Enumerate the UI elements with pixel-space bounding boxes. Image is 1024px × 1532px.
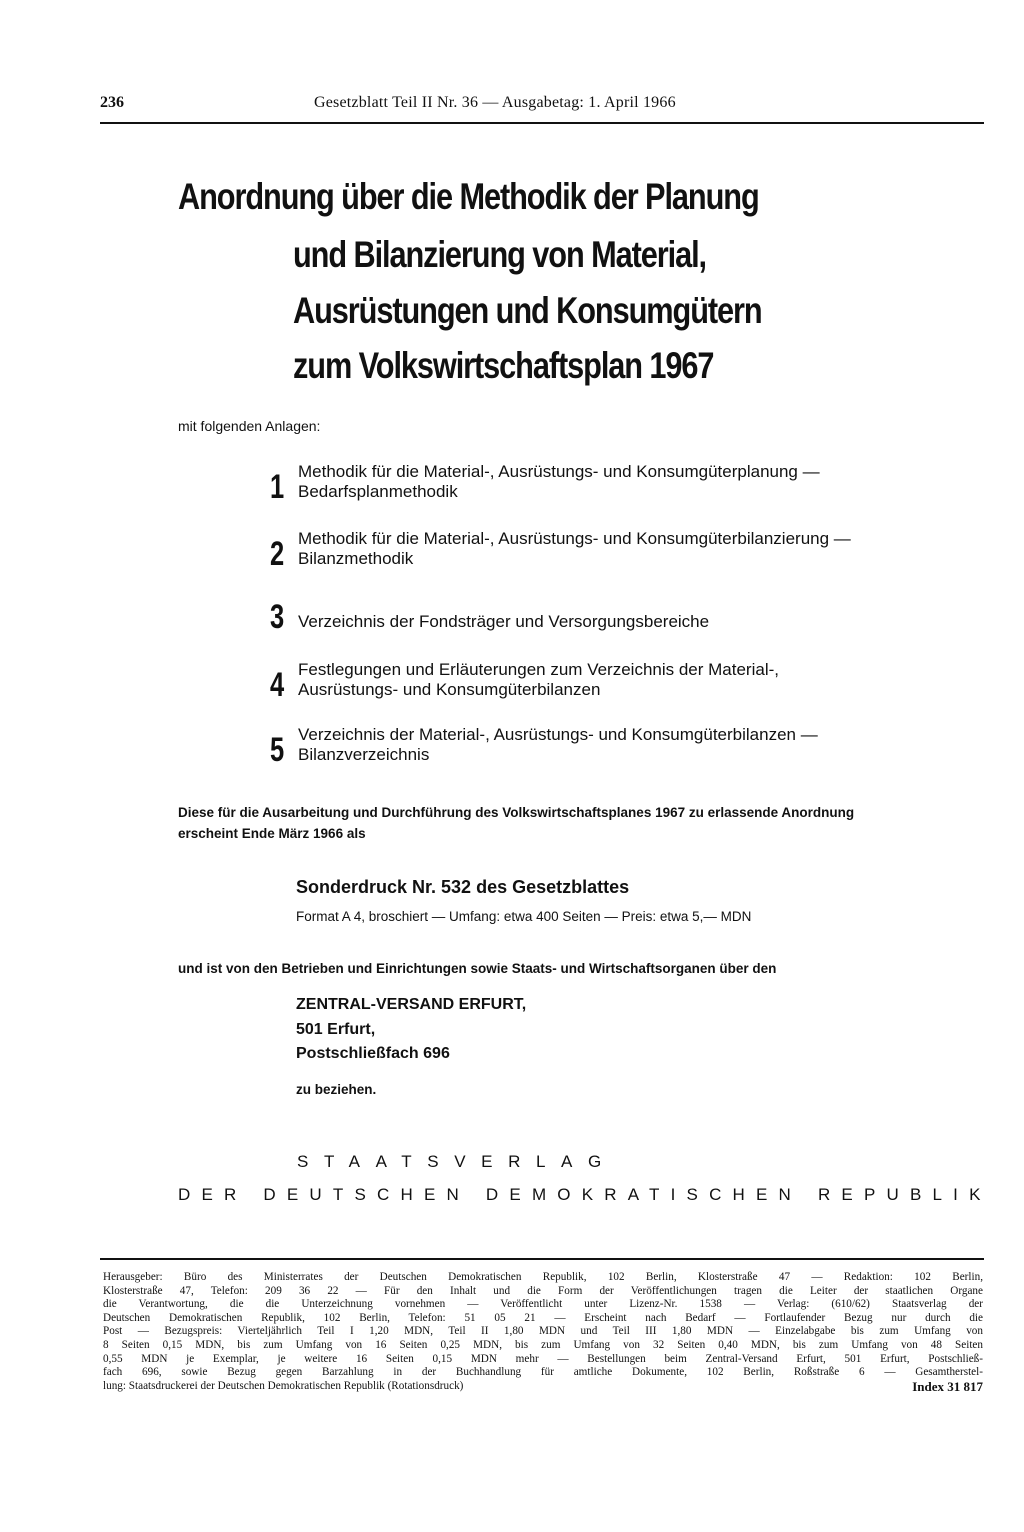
paragraph-line-1: Diese für die Ausarbeitung und Durchführung des Volkswirtschaftsplanes 1967 zu erlassende Anordnung: [178, 805, 855, 820]
imprint-line: 8 Seiten 0,15 MDN, bis zum Umfang von 16 Seiten 0,25 MDN, bis zum Umfang von 32 Seiten 0,40 MDN, bis zum Umfang von 48 Seiten: [103, 1338, 983, 1351]
imprint-last-row: [103, 1380, 983, 1394]
imprint-line: Herausgeber: Büro des Ministerrates der Deutschen Demokratischen Republik, 102 Berlin, Klosterstraße 47 — Redaktion: 102 Berlin,: [103, 1271, 983, 1283]
annex-number: 5: [270, 731, 285, 769]
annex-text-line-2: Bilanzverzeichnis: [298, 745, 430, 764]
annex-number: 1: [270, 468, 285, 506]
beziehen-text: zu beziehen.: [296, 1082, 377, 1097]
annex-number: 2: [270, 535, 285, 573]
title-line-2: und Bilanzierung von Material,: [293, 234, 706, 275]
imprint-line: die Verantwortung, die die Unterzeichnung vornehmen — Veröffentlicht unter Lizenz-Nr. 1538 — Verlag: (610/62) Staatsverlag der: [103, 1298, 983, 1311]
annex-number: 3: [270, 598, 285, 636]
index-number: Index 31 817: [912, 1378, 983, 1394]
publisher-line-2: DER DEUTSCHEN DEMOKRATISCHEN REPUBLIK: [178, 1185, 992, 1204]
title-line-1: Anordnung über die Methodik der Planung: [178, 176, 759, 217]
annex-text-line-1: Methodik für die Material-, Ausrüstungs- und Konsumgüterplanung —: [298, 462, 820, 481]
annex-number: 4: [270, 666, 285, 704]
annex-text-line-1: Methodik für die Material-, Ausrüstungs- und Konsumgüterbilanzierung —: [298, 529, 851, 548]
sonderdruck-format: Format A 4, broschiert — Umfang: etwa 400 Seiten — Preis: etwa 5,— MDN: [296, 909, 752, 924]
annex-text-line-2: Ausrüstungs- und Konsumgüterbilanzen: [298, 680, 601, 699]
address-line-3: Postschließfach 696: [296, 1045, 450, 1062]
title-line-4: zum Volkswirtschaftsplan 1967: [293, 345, 714, 386]
imprint-line: Post — Bezugspreis: Vierteljährlich Teil I 1,20 MDN, Teil II 1,80 MDN und Teil III 1,80 MDN — Einzelabgabe bis zum Umfang von: [103, 1325, 983, 1338]
address-line-1: ZENTRAL-VERSAND ERFURT,: [296, 996, 527, 1013]
annex-text-line-1: Verzeichnis der Material-, Ausrüstungs- und Konsumgüterbilanzen —: [298, 725, 818, 744]
publisher-line-1: STAATSVERLAG: [297, 1152, 617, 1171]
annex-intro: mit folgenden Anlagen:: [178, 418, 321, 434]
imprint-line: Deutschen Demokratischen Republik, 102 Berlin, Telefon: 51 05 21 — Erscheint nach Bedarf — Fortlaufender Bezug nur durch die: [103, 1311, 983, 1324]
paragraph-line-2: erscheint Ende März 1966 als: [178, 826, 366, 841]
imprint-line: Klosterstraße 47, Telefon: 209 36 22 — Für den Inhalt und die Form der Veröffentlichungen tragen die Leiter der staatlichen Organe: [103, 1284, 983, 1297]
page-number: 236: [100, 94, 124, 111]
sonderdruck-title: Sonderdruck Nr. 532 des Gesetzblattes: [296, 877, 630, 897]
imprint-line: fach 696, sowie Bezug gegen Barzahlung in der Buchhandlung für amtliche Dokumente, 102 Berlin, Roßstraße 6 — Gesamtherstel-: [103, 1366, 983, 1379]
annex-text-line-2: Bilanzmethodik: [298, 549, 414, 568]
distribution-text: und ist von den Betrieben und Einrichtungen sowie Staats- und Wirtschaftsorganen über den: [178, 961, 777, 976]
annex-text-line-1: Festlegungen und Erläuterungen zum Verzeichnis der Material-,: [298, 660, 779, 679]
annex-text-line-2: Bedarfsplanmethodik: [298, 482, 458, 501]
imprint-line: 0,55 MDN je Exemplar, je weitere 16 Seiten 0,15 MDN mehr — Bestellungen beim Zentral-Versand Erfurt, 501 Erfurt, Postschließ-: [103, 1352, 983, 1365]
imprint-line: lung: Staatsdruckerei der Deutschen Demokratischen Republik (Rotationsdruck): [103, 1379, 464, 1392]
page-header: [100, 90, 984, 124]
address-line-2: 501 Erfurt,: [296, 1021, 376, 1038]
annex-text-line-1: Verzeichnis der Fondsträger und Versorgungsbereiche: [298, 612, 710, 631]
header-text: Gesetzblatt Teil II Nr. 36 — Ausgabetag: 1. April 1966: [314, 94, 676, 111]
imprint-divider: [100, 1258, 984, 1260]
title-line-3: Ausrüstungen und Konsumgütern: [293, 290, 762, 331]
imprint: [103, 1271, 983, 1393]
